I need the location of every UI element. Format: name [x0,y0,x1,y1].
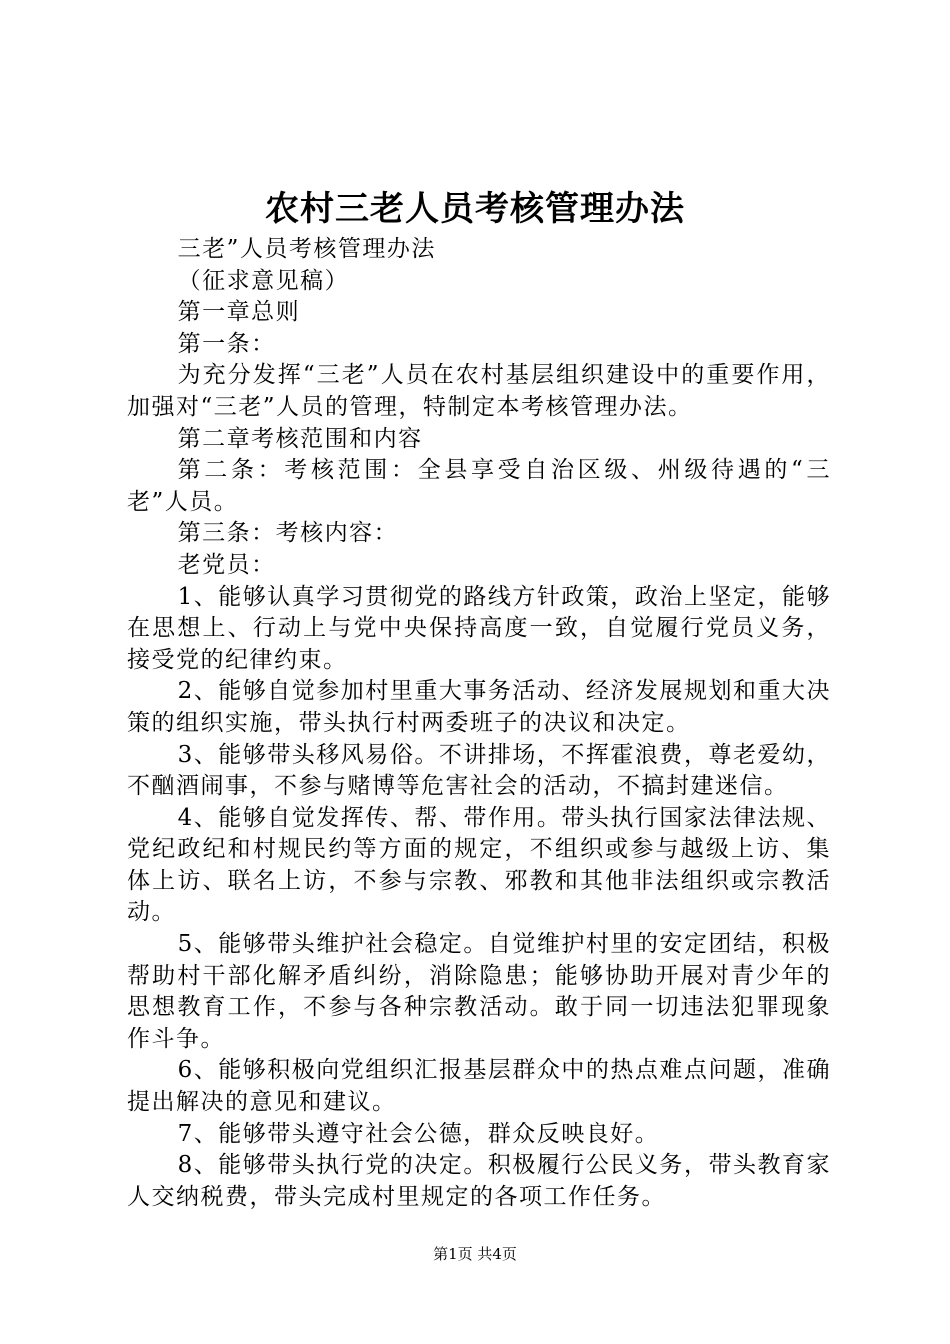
document-body [127,234,831,1213]
list-item: 4、能够自觉发挥传、帮、带作用。带头执行国家法律法规、党纪政纪和村规民约等方面的规定，不组织或参与越级上访、集体上访、联名上访，不参与宗教、邪教和其他非法组织或宗教活动。 [127,804,831,926]
list-item: 8、能够带头执行党的决定。积极履行公民义务，带头教育家人交纳税费，带头完成村里规定的各项工作任务。 [127,1152,831,1210]
paragraph: 三老”人员考核管理办法 [177,236,436,262]
list-item: 3、能够带头移风易俗。不讲排场，不挥霍浪费，尊老爱幼，不酗酒闹事，不参与赌博等危害社会的活动，不搞封建迷信。 [127,741,831,800]
paragraph: 第二条：考核范围：全县享受自治区级、州级待遇的“三老”人员。 [127,457,831,515]
list-item: 7、能够带头遵守社会公德，群众反映良好。 [177,1120,660,1147]
paragraph: （征求意见稿） [177,267,350,294]
document-title: 农村三老人员考核管理办法 [265,189,685,229]
section-heading: 老党员： [177,551,276,578]
chapter-heading: 第二章考核范围和内容 [177,425,423,452]
list-item: 2、能够自觉参加村里重大事务活动、经济发展规划和重大决策的组织实施，带头执行村两委班子的决议和决定。 [127,678,831,736]
article-heading: 第一条： [177,330,276,357]
list-item: 6、能够积极向党组织汇报基层群众中的热点难点问题，准确提出解决的意见和建议。 [127,1057,831,1116]
list-item: 5、能够带头维护社会稳定。自觉维护村里的安定团结，积极帮助村干部化解矛盾纠纷，消除隐患；能够协助开展对青少年的思想教育工作，不参与各种宗教活动。敢于同一切违法犯罪现象作斗争。 [127,931,831,1052]
page-number: 第1页 共4页 [433,1245,517,1263]
chapter-heading: 第一章总则 [177,299,301,326]
list-item: 1、能够认真学习贯彻党的路线方针政策，政治上坚定，能够在思想上、行动上与党中央保持高度一致，自觉履行党员义务，接受党的纪律约束。 [127,583,831,673]
paragraph: 为充分发挥“三老”人员在农村基层组织建设中的重要作用，加强对“三老”人员的管理，特制定本考核管理办法。 [127,362,831,420]
article-heading: 第三条：考核内容： [177,520,399,547]
